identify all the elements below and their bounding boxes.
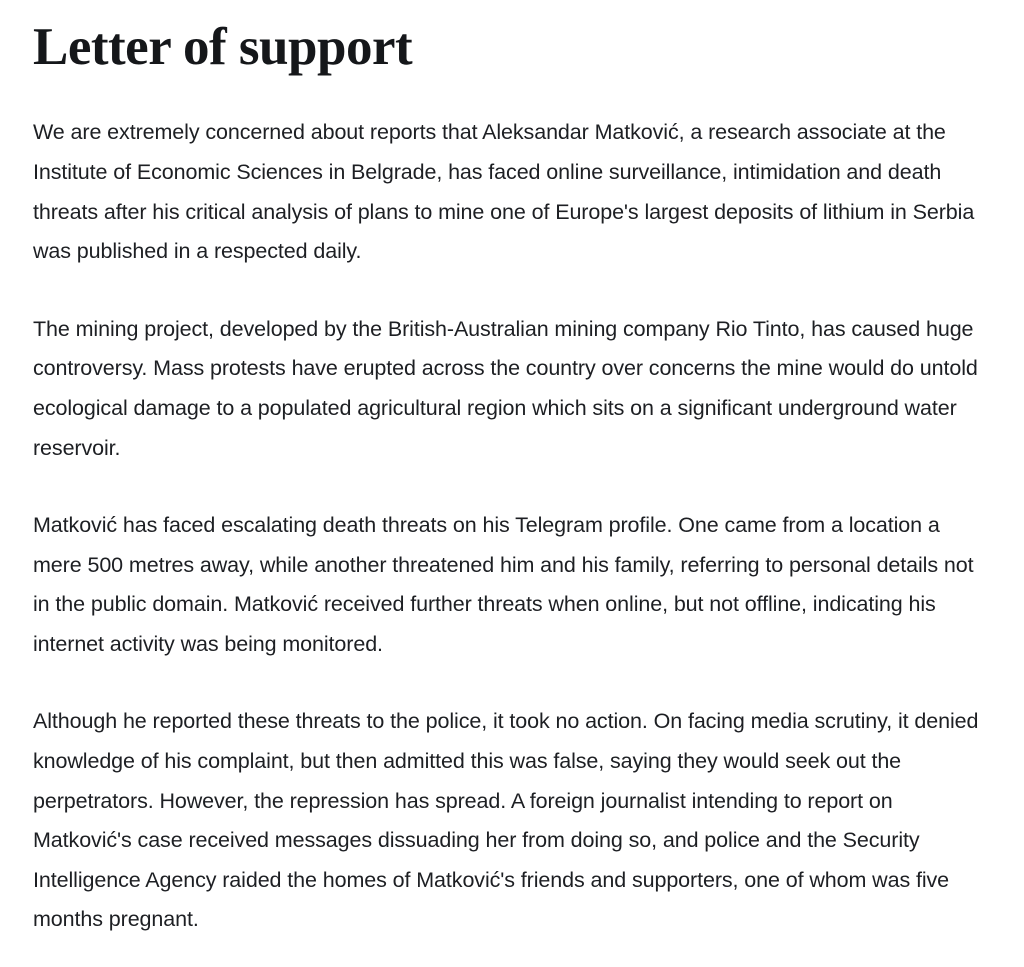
body-paragraph: The mining project, developed by the British-Australian mining company Rio Tinto, has caused huge controversy. Mass protests have erupted across the country over concerns the mine would do untold ecological damage to a populated agricultural region which sits on a significant underground water reservoir. (33, 316, 978, 460)
body-paragraph: We are extremely concerned about reports that Aleksandar Matković, a research associate at the Institute of Economic Sciences in Belgrade, has faced online surveillance, intimidation and death threats after his critical analysis of plans to mine one of Europe's largest deposits of lithium in Serbia was published in a respected daily. (33, 120, 975, 264)
body-paragraph: Matković has faced escalating death threats on his Telegram profile. One came from a location a mere 500 metres away, while another threatened him and his family, referring to personal details not in the public domain. Matković received further threats when online, but not offline, indicating his internet activity was being monitored. (33, 513, 974, 656)
page-title: Letter of support (33, 18, 413, 76)
body-paragraph: Although he reported these threats to the police, it took no action. On facing media scrutiny, it denied knowledge of his complaint, but then admitted this was false, saying they would seek out the perpetrators. However, the repression has spread. A foreign journalist intending to report on Matković's case received messages dissuading her from doing so, and police and the Security Intelligence Agency raided the homes of Matković's friends and supporters, one of whom was five months pregnant. (33, 709, 979, 932)
document-body (33, 113, 986, 940)
